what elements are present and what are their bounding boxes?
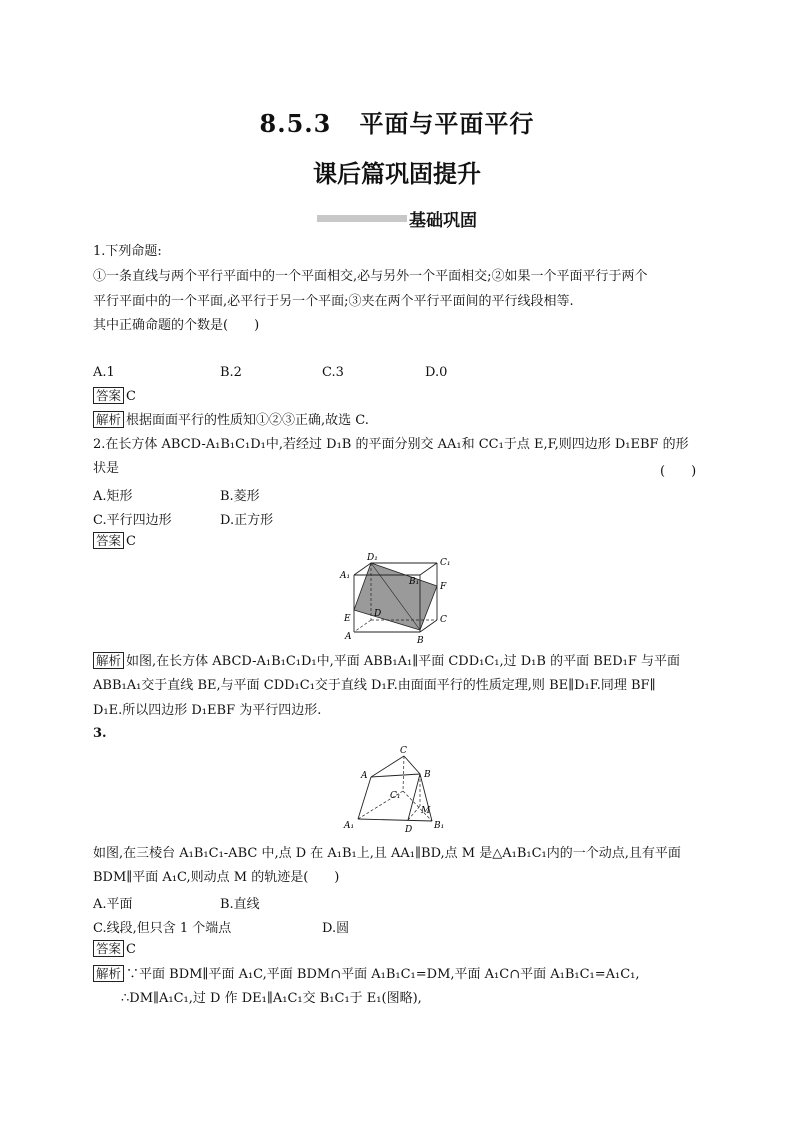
label-b: B — [424, 770, 431, 780]
q3-option-a: A.平面 — [93, 897, 133, 912]
segment-bd — [408, 774, 420, 820]
q2-answer — [93, 532, 136, 551]
q3-line1: 如图,在三棱台 A₁B₁C₁-ABC 中,点 D 在 A₁B₁上,且 AA₁∥BD,点 M 是△A₁B₁C₁内的一个动点,且有平面 — [93, 846, 681, 861]
answer-tag: 答案 — [93, 387, 124, 404]
q3-number: 3. — [93, 726, 107, 741]
label-d: D — [374, 609, 382, 619]
label-a1: A₁ — [340, 571, 351, 581]
q3-option-b: B.直线 — [220, 897, 260, 912]
page-subtitle: 课后篇巩固提升 — [313, 159, 481, 188]
analysis-tag: 解析 — [93, 652, 124, 669]
edge-aa1 — [358, 777, 371, 819]
edge-cb — [404, 756, 420, 774]
q2-paren: ( ) — [660, 464, 697, 479]
edge-a1b1 — [358, 819, 432, 821]
q1-option-c: C.3 — [322, 365, 344, 380]
label-a: A — [345, 632, 352, 642]
label-a1: A₁ — [344, 821, 355, 831]
answer-value: C — [126, 534, 136, 549]
q1-analysis — [93, 411, 369, 430]
analysis-tag: 解析 — [93, 411, 124, 428]
analysis-text: 如图,在长方体 ABCD-A₁B₁C₁D₁中,平面 ABB₁A₁∥平面 CDD₁C₁,过 D₁B 的平面 BED₁F 与平面 — [126, 654, 681, 669]
edge-ab-top — [371, 774, 420, 777]
q3-analysis-1 — [93, 965, 640, 984]
section-title: 平面与平面平行 — [359, 109, 535, 138]
answer-tag: 答案 — [93, 940, 124, 957]
q2-option-b: B.菱形 — [220, 489, 260, 504]
label-f: F — [440, 582, 447, 592]
frustum-figure — [340, 742, 460, 838]
label-e: E — [344, 614, 351, 624]
page-title — [0, 104, 794, 139]
section-number: 8.5.3 — [259, 109, 332, 138]
q1-stem: 1.下列命题: — [93, 244, 162, 259]
label-a: A — [361, 771, 368, 781]
label-c1: C₁ — [440, 558, 451, 568]
answer-value: C — [126, 389, 136, 404]
edge-cc1 — [403, 756, 404, 791]
analysis-text: 根据面面平行的性质知①②③正确,故选 C. — [126, 413, 369, 428]
q2-option-a: A.矩形 — [93, 489, 133, 504]
label-c: C — [400, 746, 407, 756]
label-m: M — [421, 806, 431, 816]
q2-line1: 2.在长方体 ABCD-A₁B₁C₁D₁中,若经过 D₁B 的平面分别交 AA₁和 CC₁于点 E,F,则四边形 D₁EBF 的形 — [93, 437, 689, 452]
analysis-text: ∵平面 BDM∥平面 A₁C,平面 BDM∩平面 A₁B₁C₁=DM,平面 A₁C∩平面 A₁B₁C₁=A₁C₁, — [126, 967, 640, 982]
edge-b1c1 — [420, 563, 437, 575]
q3-line2: BDM∥平面 A₁C,则动点 M 的轨迹是( ) — [93, 870, 340, 885]
label-d: D — [405, 825, 413, 835]
label-b: B — [417, 636, 424, 646]
analysis-tag: 解析 — [93, 965, 124, 982]
q3-answer — [93, 940, 136, 959]
section-header — [0, 206, 794, 231]
q2-analysis-2: ABB₁A₁交于直线 BE,与平面 CDD₁C₁交于直线 D₁F.由面面平行的性质定理,则 BE∥D₁F.同理 BF∥ — [93, 678, 656, 693]
q3-analysis-2: ∴DM∥A₁C₁,过 D 作 DE₁∥A₁C₁交 B₁C₁于 E₁(图略), — [121, 991, 422, 1006]
q2-line2: 状是 — [93, 461, 120, 476]
label-d1: D₁ — [367, 553, 378, 563]
q1-option-b: B.2 — [220, 365, 242, 380]
q1-option-a: A.1 — [93, 365, 115, 380]
answer-tag: 答案 — [93, 532, 124, 549]
q1-line1: ①一条直线与两个平行平面中的一个平面相交,必与另外一个平面相交;②如果一个平面平行于两个 — [93, 269, 648, 284]
q2-option-d: D.正方形 — [220, 513, 274, 528]
label-b1: B₁ — [409, 577, 420, 587]
section-label: 基础巩固 — [409, 211, 477, 231]
q3-option-c: C.线段,但只含 1 个端点 — [93, 921, 232, 936]
q2-analysis-3: D₁E.所以四边形 D₁EBF 为平行四边形. — [93, 703, 322, 718]
q2-option-c: C.平行四边形 — [93, 513, 172, 528]
q1-option-d: D.0 — [425, 365, 448, 380]
label-c: C — [440, 615, 447, 625]
section-bar — [317, 215, 407, 222]
cuboid-figure — [335, 550, 465, 646]
label-c1: C₁ — [390, 791, 401, 801]
label-b1: B₁ — [434, 821, 445, 831]
q3-option-d: D.圆 — [322, 921, 350, 936]
q1-line3: 其中正确命题的个数是( ) — [93, 318, 260, 333]
q1-answer — [93, 387, 136, 406]
answer-value: C — [126, 942, 136, 957]
q1-line2: 平行平面中的一个平面,必平行于另一个平面;③夹在两个平行平面间的平行线段相等. — [93, 294, 574, 309]
q2-analysis-1 — [93, 652, 680, 671]
edge-ac — [371, 756, 404, 777]
edge-ad — [354, 620, 371, 632]
